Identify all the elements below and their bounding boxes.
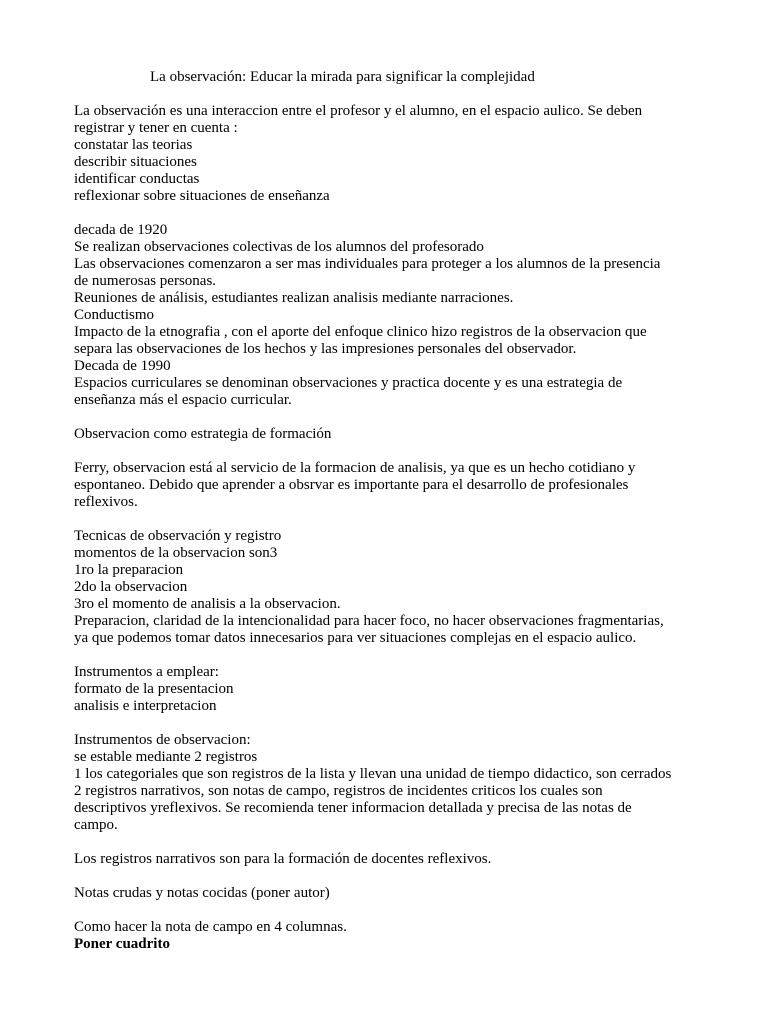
text-line: 1ro la preparacion	[74, 562, 184, 578]
text-line: reflexivos.	[74, 494, 138, 510]
text-line: Instrumentos a emplear:	[74, 664, 219, 680]
bold-note-line: Poner cuadrito	[74, 936, 170, 952]
paragraph-gap	[74, 205, 694, 222]
text-line: Los registros narrativos son para la formación de docentes reflexivos.	[74, 851, 492, 867]
text-line: formato de la presentacion	[74, 681, 234, 697]
paragraph-gap	[74, 902, 694, 919]
text-line: 2do la observacion	[74, 579, 188, 595]
text-line: separa las observaciones de los hechos y las impresiones personales del observador.	[74, 341, 577, 357]
paragraph-gap	[74, 409, 694, 426]
text-line: momentos de la observacion son3	[74, 545, 278, 561]
text-line: Preparacion, claridad de la intencionalidad para hacer foco, no hacer observaciones fragmentarias,	[74, 613, 664, 629]
text-line: descriptivos yreflexivos. Se recomienda tener informacion detallada y precisa de las notas de	[74, 800, 632, 816]
text-line: Espacios curriculares se denominan observaciones y practica docente y es una estrategia de	[74, 375, 623, 391]
text-line: Instrumentos de observacion:	[74, 732, 251, 748]
text-line: se estable mediante 2 registros	[74, 749, 258, 765]
paragraph-gap	[74, 647, 694, 664]
text-line: Ferry, observacion está al servicio de la formacion de analisis, ya que es un hecho cotidiano y	[74, 460, 636, 476]
paragraph-gap	[74, 834, 694, 851]
text-line: Las observaciones comenzaron a ser mas individuales para proteger a los alumnos de la presencia	[74, 256, 661, 272]
document-body	[74, 103, 694, 953]
text-line: 2 registros narrativos, son notas de campo, registros de incidentes criticos los cuales son	[74, 783, 603, 799]
text-line: La observación es una interaccion entre el profesor y el alumno, en el espacio aulico. Se deben	[74, 103, 643, 119]
paragraph-gap	[74, 443, 694, 460]
text-line: enseñanza más el espacio curricular.	[74, 392, 292, 408]
text-line: espontaneo. Debido que aprender a obsrvar es importante para el desarrollo de profesionales	[74, 477, 629, 493]
text-line: Notas crudas y notas cocidas (poner autor)	[74, 885, 330, 901]
text-line: de numerosas personas.	[74, 273, 217, 289]
text-line: describir situaciones	[74, 154, 197, 170]
text-line: Tecnicas de observación y registro	[74, 528, 282, 544]
text-line: Reuniones de análisis, estudiantes realizan analisis mediante narraciones.	[74, 290, 514, 306]
paragraph-gap	[74, 511, 694, 528]
text-line: Se realizan observaciones colectivas de los alumnos del profesorado	[74, 239, 484, 255]
text-line: decada de 1920	[74, 222, 168, 238]
paragraph-gap	[74, 868, 694, 885]
text-line: Decada de 1990	[74, 358, 171, 374]
text-line: registrar y tener en cuenta :	[74, 120, 238, 136]
text-line: ya que podemos tomar datos innecesarios para ver situaciones complejas en el espacio aulico.	[74, 630, 637, 646]
text-line: 3ro el momento de analisis a la observacion.	[74, 596, 341, 612]
text-line: Como hacer la nota de campo en 4 columnas.	[74, 919, 347, 935]
text-line: analisis e interpretacion	[74, 698, 217, 714]
text-line: Impacto de la etnografia , con el aporte del enfoque clinico hizo registros de la observacion que	[74, 324, 647, 340]
text-line: 1 los categoriales que son registros de la lista y llevan una unidad de tiempo didactico, son cerrados	[74, 766, 672, 782]
document-title: La observación: Educar la mirada para significar la complejidad	[150, 69, 535, 85]
text-line: identificar conductas	[74, 171, 200, 187]
text-line: Observacion como estrategia de formación	[74, 426, 332, 442]
text-line: campo.	[74, 817, 118, 833]
text-line: Conductismo	[74, 307, 155, 323]
paragraph-gap	[74, 715, 694, 732]
text-line: reflexionar sobre situaciones de enseñanza	[74, 188, 330, 204]
text-line: constatar las teorias	[74, 137, 193, 153]
